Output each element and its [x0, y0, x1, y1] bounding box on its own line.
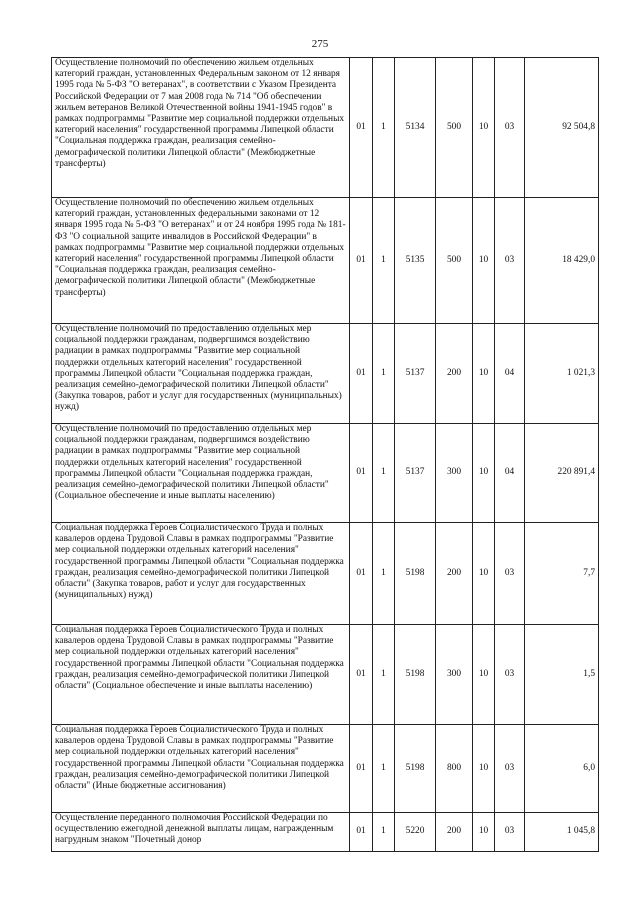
subprogram-code: 1 [373, 725, 395, 813]
target-article-code: 5134 [395, 58, 436, 198]
section-code: 10 [473, 725, 495, 813]
section-code: 10 [473, 523, 495, 625]
subsection-code: 03 [495, 813, 525, 852]
row-description: Осуществление полномочий по предоставлению отдельных мер социальной поддержки гражданам, подвергшимся воздействию радиации в рамках подпрограммы "Развитие мер социальной поддержки отдельных категорий населения" государственной программы Липецкой области "Социальная поддержка граждан, реализация семейно-демографической политики Липецкой области" (Закупка товаров, работ и услуг для государственных (муниципальных) нужд) [52, 324, 350, 424]
program-code: 01 [350, 324, 373, 424]
amount: 7,7 [525, 523, 599, 625]
amount: 220 891,4 [525, 424, 599, 523]
amount: 1 021,3 [525, 324, 599, 424]
expense-type-code: 300 [436, 424, 473, 523]
section-code: 10 [473, 198, 495, 324]
program-code: 01 [350, 813, 373, 852]
subprogram-code: 1 [373, 523, 395, 625]
amount: 92 504,8 [525, 58, 599, 198]
subsection-code: 03 [495, 625, 525, 725]
expense-type-code: 300 [436, 625, 473, 725]
program-code: 01 [350, 725, 373, 813]
section-code: 10 [473, 625, 495, 725]
table-row [52, 58, 599, 198]
target-article-code: 5220 [395, 813, 436, 852]
row-description: Осуществление полномочий по обеспечению жильем отдельных категорий граждан, установленных Федеральным законом от 12 января 1995 года № 5-ФЗ "О ветеранах", в соответствии с Указом Президента Российской Федерации от 7 мая 2008 года № 714 "Об обеспечении жильем ветеранов Великой Отечественной войны 1941-1945 годов" в рамках подпрограммы "Развитие мер социальной поддержки отдельных категорий населения" государственной программы Липецкой области "Социальная поддержка граждан, реализация семейно-демографической политики Липецкой области" (Межбюджетные трансферты) [52, 58, 350, 198]
subsection-code: 04 [495, 424, 525, 523]
subprogram-code: 1 [373, 813, 395, 852]
row-description: Осуществление полномочий по предоставлению отдельных мер социальной поддержки гражданам, подвергшимся воздействию радиации в рамках подпрограммы "Развитие мер социальной поддержки отдельных категорий населения" государственной программы Липецкой области "Социальная поддержка граждан, реализация семейно-демографической политики Липецкой области" (Социальное обеспечение и иные выплаты населению) [52, 424, 350, 523]
table-row [52, 523, 599, 625]
row-description: Социальная поддержка Героев Социалистического Труда и полных кавалеров ордена Трудовой Славы в рамках подпрограммы "Развитие мер социальной поддержки отдельных категорий населения" государственной программы Липецкой области "Социальная поддержка граждан, реализация семейно-демографической политики Липецкой области" (Иные бюджетные ассигнования) [52, 725, 350, 813]
row-description: Социальная поддержка Героев Социалистического Труда и полных кавалеров ордена Трудовой Славы в рамках подпрограммы "Развитие мер социальной поддержки отдельных категорий населения" государственной программы Липецкой области "Социальная поддержка граждан, реализация семейно-демографической политики Липецкой области" (Социальное обеспечение и иные выплаты населению) [52, 625, 350, 725]
amount: 18 429,0 [525, 198, 599, 324]
subprogram-code: 1 [373, 424, 395, 523]
subsection-code: 04 [495, 324, 525, 424]
subprogram-code: 1 [373, 58, 395, 198]
table-row [52, 424, 599, 523]
program-code: 01 [350, 625, 373, 725]
subsection-code: 03 [495, 198, 525, 324]
program-code: 01 [350, 424, 373, 523]
subprogram-code: 1 [373, 625, 395, 725]
subsection-code: 03 [495, 58, 525, 198]
expense-type-code: 200 [436, 813, 473, 852]
program-code: 01 [350, 198, 373, 324]
target-article-code: 5198 [395, 725, 436, 813]
page-number: 275 [311, 38, 329, 50]
subsection-code: 03 [495, 725, 525, 813]
section-code: 10 [473, 813, 495, 852]
expense-type-code: 200 [436, 523, 473, 625]
section-code: 10 [473, 324, 495, 424]
target-article-code: 5198 [395, 625, 436, 725]
expense-type-code: 800 [436, 725, 473, 813]
expense-type-code: 200 [436, 324, 473, 424]
section-code: 10 [473, 58, 495, 198]
table-row [52, 813, 599, 852]
subprogram-code: 1 [373, 198, 395, 324]
amount: 6,0 [525, 725, 599, 813]
row-description: Осуществление полномочий по обеспечению жильем отдельных категорий граждан, установленных федеральными законами от 12 января 1995 года № 5-ФЗ "О ветеранах" и от 24 ноября 1995 года № 181-ФЗ "О социальной защите инвалидов в Российской Федерации" в рамках подпрограммы "Развитие мер социальной поддержки отдельных категорий населения" государственной программы Липецкой области "Социальная поддержка граждан, реализация семейно-демографической политики Липецкой области" (Межбюджетные трансферты) [52, 198, 350, 324]
expense-type-code: 500 [436, 58, 473, 198]
amount: 1,5 [525, 625, 599, 725]
table-row [52, 725, 599, 813]
row-description: Осуществление переданного полномочия Российской Федерации по осуществлению ежегодной денежной выплаты лицам, награжденным нагрудным знаком "Почетный донор [52, 813, 350, 852]
program-code: 01 [350, 523, 373, 625]
expense-type-code: 500 [436, 198, 473, 324]
target-article-code: 5198 [395, 523, 436, 625]
table-row [52, 625, 599, 725]
row-description: Социальная поддержка Героев Социалистического Труда и полных кавалеров ордена Трудовой Славы в рамках подпрограммы "Развитие мер социальной поддержки отдельных категорий населения" государственной программы Липецкой области "Социальная поддержка граждан, реализация семейно-демографической политики Липецкой области" (Закупка товаров, работ и услуг для государственных (муниципальных) нужд) [52, 523, 350, 625]
table-row [52, 324, 599, 424]
target-article-code: 5137 [395, 424, 436, 523]
program-code: 01 [350, 58, 373, 198]
subsection-code: 03 [495, 523, 525, 625]
table-row [52, 198, 599, 324]
amount: 1 045,8 [525, 813, 599, 852]
budget-table [51, 57, 599, 852]
target-article-code: 5135 [395, 198, 436, 324]
target-article-code: 5137 [395, 324, 436, 424]
subprogram-code: 1 [373, 324, 395, 424]
section-code: 10 [473, 424, 495, 523]
